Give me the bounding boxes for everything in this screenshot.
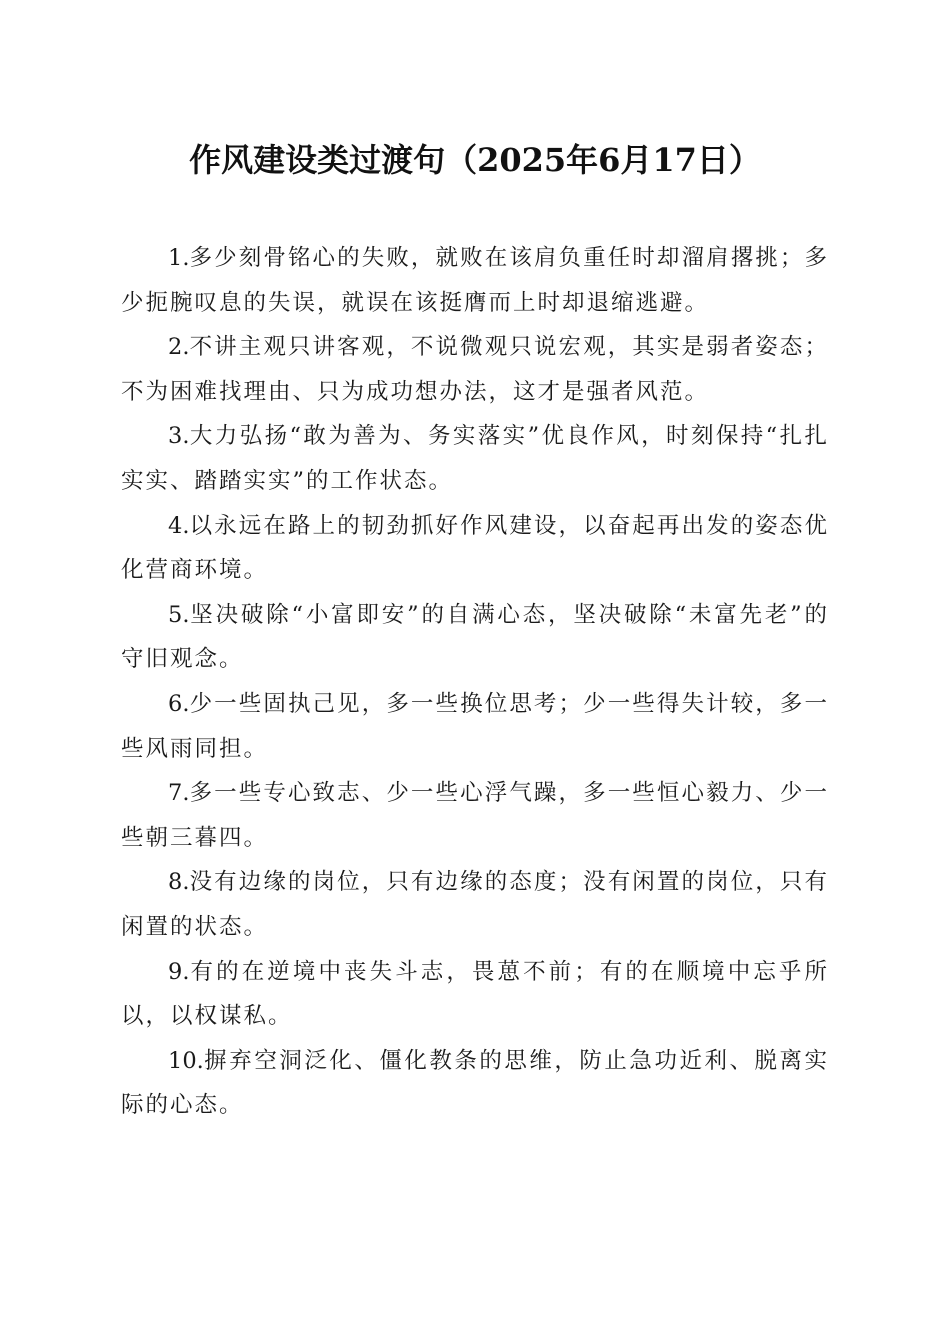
paragraph-number: 4. bbox=[168, 512, 190, 539]
paragraph-text: 坚决破除“小富即安”的自满心态，坚决破除“未富先老”的守旧观念。 bbox=[121, 601, 829, 673]
paragraph-2 bbox=[121, 325, 829, 414]
document-title: 作风建设类过渡句（2025年6月17日） bbox=[189, 141, 761, 179]
paragraph-text: 少一些固执己见，多一些换位思考；少一些得失计较，多一些风雨同担。 bbox=[121, 690, 829, 762]
paragraph-text: 多少刻骨铭心的失败，就败在该肩负重任时却溜肩撂挑；多少扼腕叹息的失误，就误在该挺膺而上时却退缩逃避。 bbox=[121, 245, 829, 316]
paragraph-number: 6. bbox=[168, 690, 190, 717]
paragraph-number: 7. bbox=[168, 780, 190, 807]
paragraph-number: 8. bbox=[168, 869, 190, 896]
paragraph-text: 没有边缘的岗位，只有边缘的态度；没有闲置的岗位，只有闲置的状态。 bbox=[121, 869, 829, 940]
paragraph-3 bbox=[121, 414, 829, 503]
paragraph-number: 10. bbox=[168, 1047, 204, 1074]
paragraph-4 bbox=[121, 504, 829, 593]
paragraph-8 bbox=[121, 860, 829, 949]
paragraph-text: 不讲主观只讲客观，不说微观只说宏观，其实是弱者姿态；不为困难找理由、只为成功想办法，这才是强者风范。 bbox=[121, 334, 829, 405]
paragraph-text: 大力弘扬“敢为善为、务实落实”优良作风，时刻保持“扎扎实实、踏踏实实”的工作状态。 bbox=[121, 423, 829, 494]
paragraph-text: 以永远在路上的韧劲抓好作风建设，以奋起再出发的姿态优化营商环境。 bbox=[121, 512, 829, 584]
paragraph-5 bbox=[121, 593, 829, 682]
paragraph-number: 1. bbox=[168, 245, 190, 271]
paragraph-text: 摒弃空洞泛化、僵化教条的思维，防止急功近利、脱离实际的心态。 bbox=[121, 1047, 829, 1119]
paragraph-number: 5. bbox=[168, 601, 190, 628]
paragraph-text: 有的在逆境中丧失斗志，畏葸不前；有的在顺境中忘乎所以，以权谋私。 bbox=[121, 958, 829, 1030]
paragraph-10 bbox=[121, 1039, 829, 1128]
document-body bbox=[121, 236, 829, 1128]
paragraph-number: 2. bbox=[168, 334, 190, 361]
paragraph-1 bbox=[121, 236, 829, 325]
paragraph-6 bbox=[121, 682, 829, 771]
paragraph-9 bbox=[121, 950, 829, 1039]
paragraph-text: 多一些专心致志、少一些心浮气躁，多一些恒心毅力、少一些朝三暮四。 bbox=[121, 780, 829, 851]
paragraph-number: 9. bbox=[168, 958, 190, 985]
paragraph-7 bbox=[121, 771, 829, 860]
paragraph-number: 3. bbox=[168, 423, 190, 450]
